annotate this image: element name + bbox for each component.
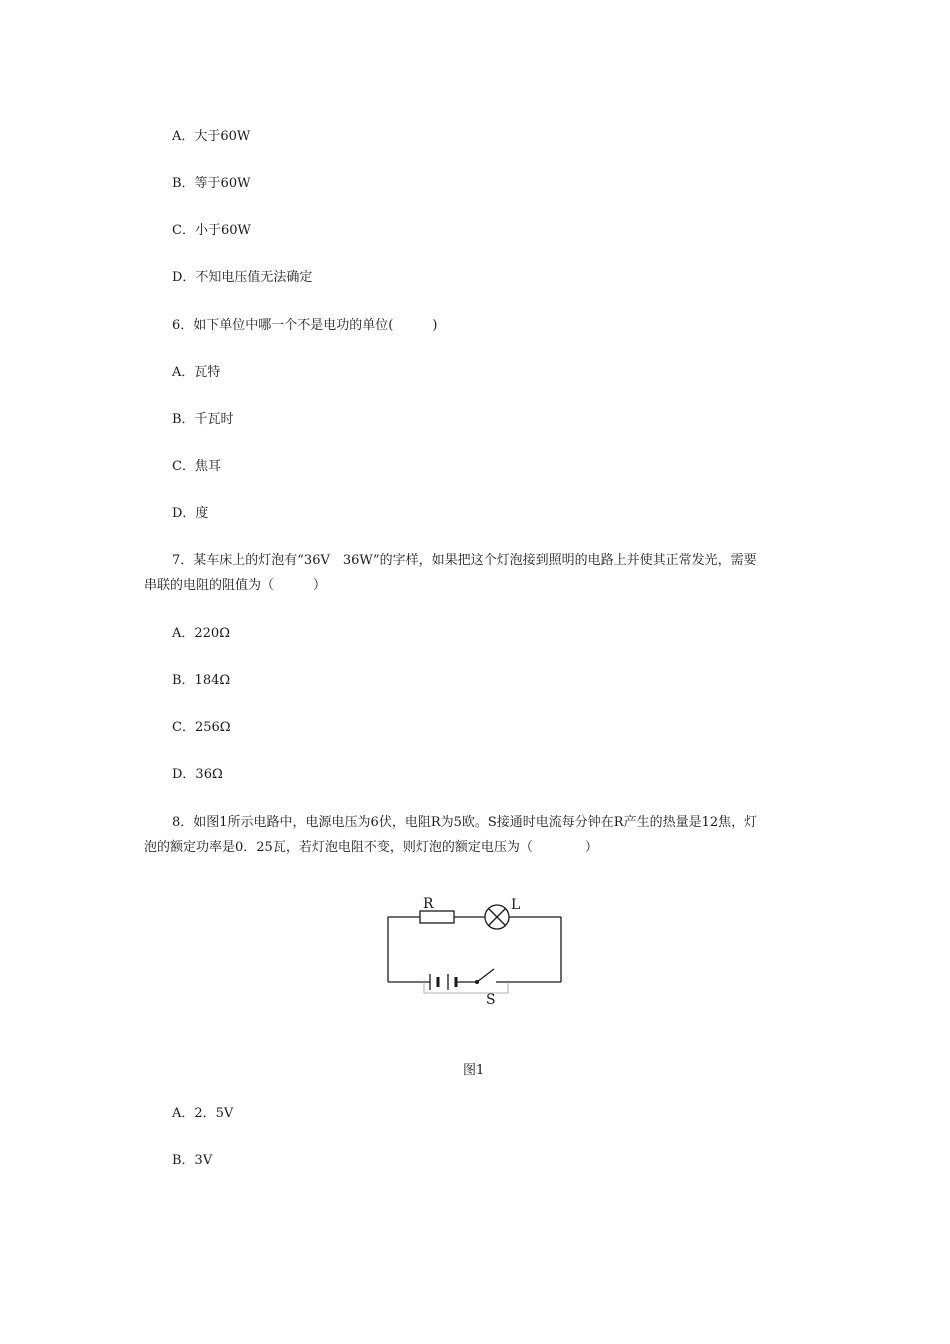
q5-option-b: B．等于60W [172,176,251,191]
q8-option-b: B．3V [172,1153,213,1168]
q7-stem-line1: 7．某车床上的灯泡有“36V 36W”的字样，如果把这个灯泡接到照明的电路上并使其正常发光，需要 [172,553,757,568]
q6-option-d: D．度 [172,506,209,521]
label-l: L [511,897,521,913]
q6-option-a: A．瓦特 [172,365,221,380]
label-s: S [486,992,496,1008]
q8-stem-line1: 8．如图1所示电路中，电源电压为6伏，电阻R为5欧。S接通时电流每分钟在R产生的热量是12焦，灯 [172,815,758,830]
q7-stem-line2: 串联的电阻的阻值为（ ） [144,578,327,593]
q7-option-a: A．220Ω [172,626,230,641]
q5-option-a: A．大于60W [172,129,251,144]
q6-stem: 6．如下单位中哪一个不是电功的单位( ) [172,318,438,333]
label-r: R [423,896,434,912]
q7-option-d: D．36Ω [172,767,223,782]
circuit-diagram [380,890,570,1010]
q5-option-d: D．不知电压值无法确定 [172,270,313,285]
q7-option-b: B．184Ω [172,673,231,688]
q6-option-c: C．焦耳 [172,459,221,474]
figure-caption: 图1 [463,1063,485,1078]
q8-option-a: A．2．5V [172,1106,234,1121]
q8-stem-line2: 泡的额定功率是0．25瓦，若灯泡电阻不变，则灯泡的额定电压为（ ） [144,840,598,855]
resistor-r [420,911,454,923]
q7-option-c: C．256Ω [172,720,231,735]
switch-pivot [475,980,479,984]
q5-option-c: C．小于60W [172,223,251,238]
q6-option-b: B．千瓦时 [172,412,234,427]
switch-blade [477,969,494,982]
